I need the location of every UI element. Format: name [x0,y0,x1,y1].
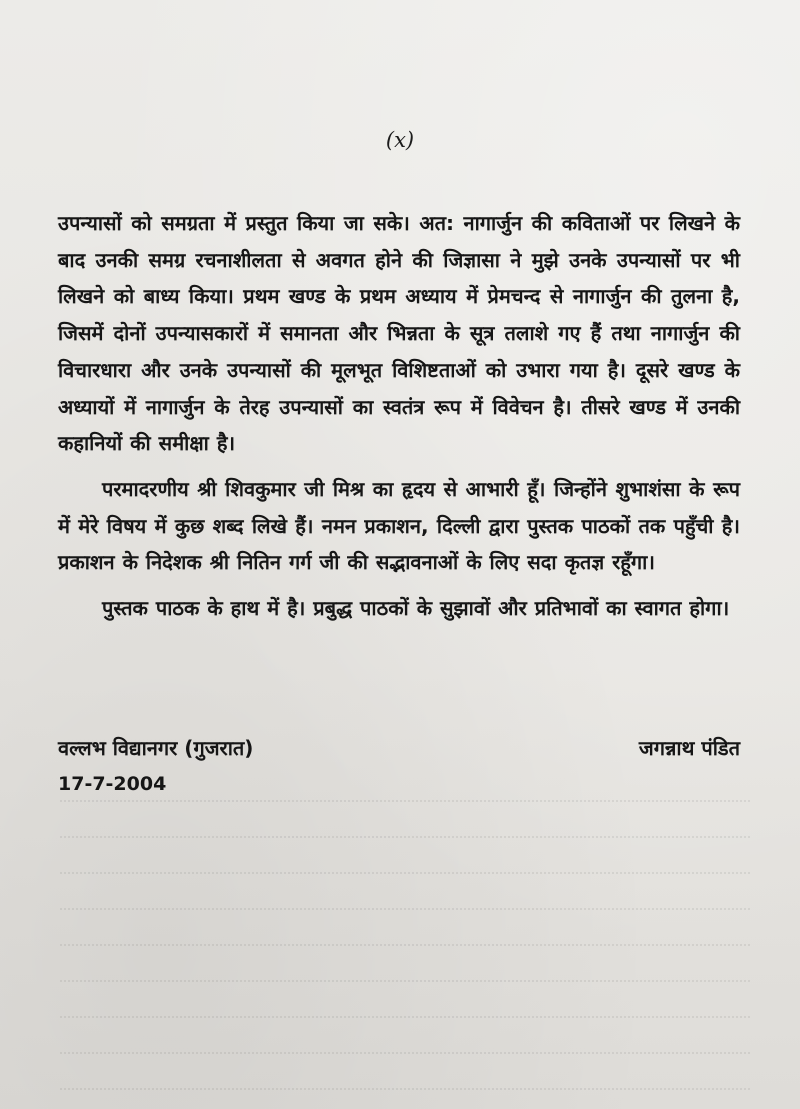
bleed-through-line [60,1052,750,1060]
bleed-through-line [60,800,750,808]
bleed-through-line [60,1088,750,1096]
signoff-author: जगन्नाथ पंडित [638,736,740,760]
signoff-date: 17-7-2004 [58,773,167,795]
signoff-place: वल्लभ विद्यानगर (गुजरात) [58,736,254,760]
bleed-through-line [60,1016,750,1024]
bleed-through-line [60,944,750,952]
bleed-through-line [60,908,750,916]
signoff-block [58,730,740,802]
page-number: (x) [385,128,415,152]
bleed-through-line [60,836,750,844]
paragraph-2: परमादरणीय श्री शिवकुमार जी मिश्र का हृदय से आभारी हूँ। जिन्होंने शुभाशंसा के रूप में मेरे विषय में कुछ शब्द लिखे हैं। नमन प्रकाशन, दिल्ली द्वारा पुस्तक पाठकों तक पहुँची है। प्रकाशन के निदेशक श्री नितिन गर्ग जी की सद्भावनाओं के लिए सदा कृतज्ञ रहूँगा। [58,476,740,575]
paragraph-1: उपन्यासों को समग्रता में प्रस्तुत किया जा सके। अत: नागार्जुन की कविताओं पर लिखने के बाद उनकी समग्र रचनाशीलता से अवगत होने की जिज्ञासा ने मुझे उनके उपन्यासों पर भी लिखने को बाध्य किया। प्रथम खण्ड के प्रथम अध्याय में प्रेमचन्द से नागार्जुन की तुलना है, जिसमें दोनों उपन्यासकारों में समानता और भिन्नता के सूत्र तलाशे गए हैं तथा नागार्जुन की विचारधारा और उनके उपन्यासों की मूलभूत विशिष्टताओं को उभारा गया है। दूसरे खण्ड के अध्यायों में नागार्जुन के तेरह उपन्यासों का स्वतंत्र रूप में विवेचन है। तीसरे खण्ड में उनकी कहानियों की समीक्षा है। [58,211,740,456]
bleed-through-line [60,872,750,880]
bleed-through-line [60,980,750,988]
body-text [58,205,740,636]
signoff-row [58,730,740,766]
paragraph-3: पुस्तक पाठक के हाथ में है। प्रबुद्ध पाठकों के सुझावों और प्रतिभावों का स्वागत होगा। [102,596,730,621]
